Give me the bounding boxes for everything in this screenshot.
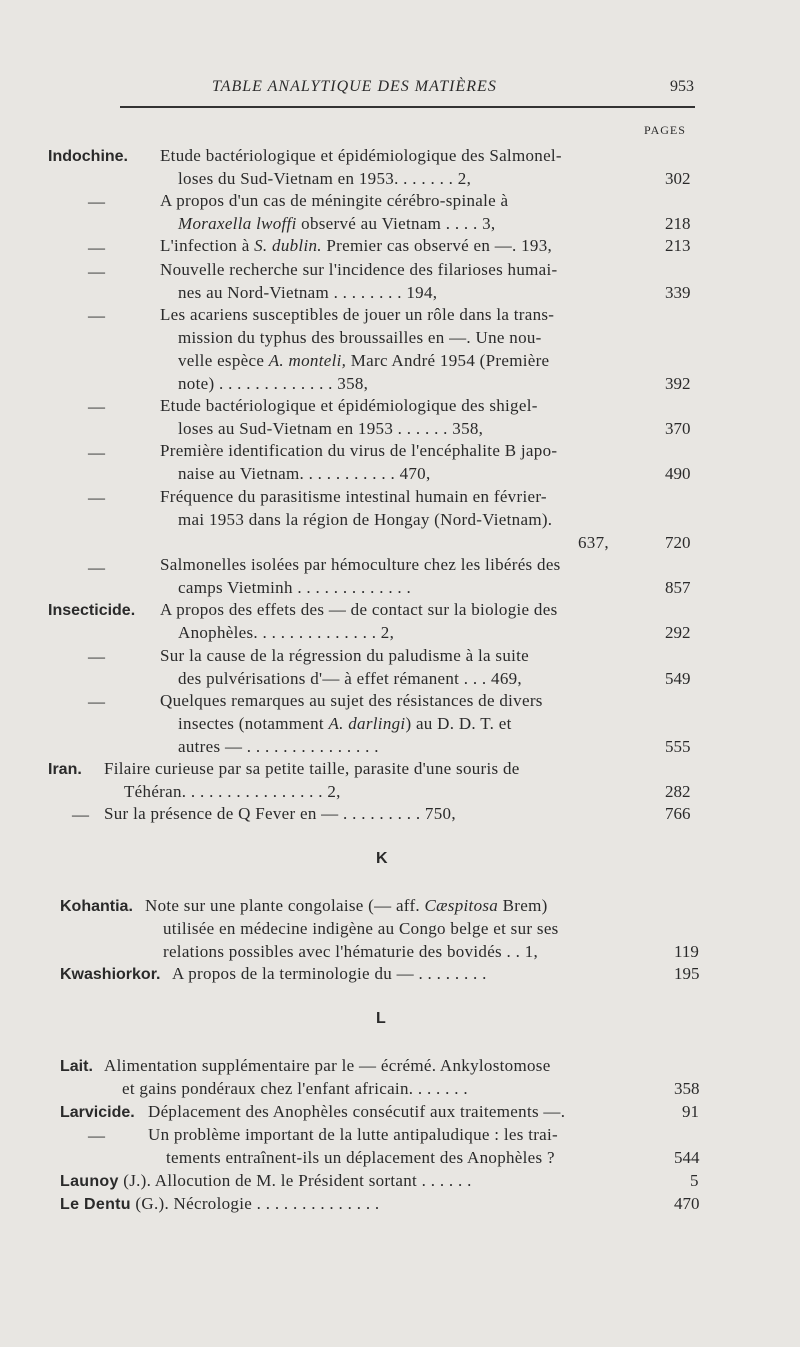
entry-text: A propos des effets des — de contact sur la biologie des [160,600,558,619]
running-header-title: TABLE ANALYTIQUE DES MATIÈRES [212,78,497,95]
entry-text: utilisée en médecine indigène au Congo belge et sur ses [163,919,559,938]
entry-text: 637, [578,533,609,552]
entry-text: autres — . . . . . . . . . . . . . . . [178,737,379,756]
entry-text: Alimentation supplémentaire par le — écrémé. Ankylostomose [104,1056,551,1075]
entry-text: Première identification du virus de l'encéphalite B japo- [160,441,558,460]
entry-text: Filaire curieuse par sa petite taille, parasite d'une souris de [104,759,520,778]
page-ref: 358 [674,1079,700,1098]
ditto-dash: — [88,238,105,257]
entry-text: Marc André 1954 (Première [346,351,550,370]
keyword: Lait. [60,1058,93,1075]
entry-text: Brem) [498,896,548,915]
page-ref: 292 [665,623,691,642]
entry-text: insectes (notamment [178,714,329,733]
page-ref: 195 [674,964,700,983]
page-ref: 213 [665,236,691,255]
page-ref: 544 [674,1148,700,1167]
ditto-dash: — [72,805,89,824]
entry-text: Un problème important de la lutte antipaludique : les trai- [148,1125,559,1144]
keyword: Larvicide. [60,1104,135,1121]
page-ref: 555 [665,737,691,756]
entry-text: naise au Vietnam. . . . . . . . . . . 470, [178,464,431,483]
entry-text: Salmonelles isolées par hémoculture chez les libérés des [160,555,561,574]
ditto-dash: — [88,397,105,416]
page-ref: 5 [690,1171,699,1190]
keyword: Kohantia. [60,898,133,915]
keyword: Insecticide. [48,602,136,619]
header-rule [120,106,695,108]
keyword: Launoy [60,1173,119,1190]
entry-text: nes au Nord-Vietnam . . . . . . . . 194, [178,283,438,302]
ditto-dash: — [88,488,105,507]
entry-text: ) au D. D. T. et [405,714,512,733]
species-name: S. dublin. [254,236,322,255]
entry-text: Les acariens susceptibles de jouer un rôle dans la trans- [160,305,555,324]
species-name: A. monteli, [268,351,347,370]
entry-text: Téhéran. . . . . . . . . . . . . . . . 2, [124,782,341,801]
page-number: 953 [670,78,694,95]
keyword: Indochine. [48,148,128,165]
entry-text: (G.). Nécrologie . . . . . . . . . . . . . . [130,1194,380,1213]
page-ref: 720 [665,533,691,552]
page-ref: 119 [674,942,699,961]
page-ref: 857 [665,578,691,597]
entry-text: mai 1953 dans la région de Hongay (Nord-Vietnam). [178,510,553,529]
entry-text: Anophèles. . . . . . . . . . . . . . 2, [178,623,395,642]
page-ref: 549 [665,669,691,688]
ditto-dash: — [88,443,105,462]
page-ref: 490 [665,464,691,483]
entry-text: mission du typhus des broussailles en —. Une nou- [178,328,542,347]
entry-text: relations possibles avec l'hématurie des bovidés . . 1, [163,942,539,961]
page-ref: 282 [665,782,691,801]
entry-text: observé au Vietnam . . . . 3, [296,214,496,233]
entry-text: loses du Sud-Vietnam en 1953. . . . . . . 2, [178,169,472,188]
entry-text: Note sur une plante congolaise (— aff. [145,896,425,915]
entry-text: A propos d'un cas de méningite cérébro-spinale à [160,191,509,210]
page-ref: 339 [665,283,691,302]
section-letter-k: K [376,850,388,867]
entry-text: camps Vietminh . . . . . . . . . . . . . [178,578,412,597]
entry-text: Premier cas observé en —. 193, [321,236,553,255]
page-ref: 392 [665,374,691,393]
entry-text: Déplacement des Anophèles consécutif aux traitements —. [148,1102,566,1121]
entry-text: note) . . . . . . . . . . . . . 358, [178,374,369,393]
keyword: Iran. [48,761,82,778]
page-ref: 470 [674,1194,700,1213]
entry-text: A propos de la terminologie du — . . . . . . . . [172,964,487,983]
entry-text: tements entraînent-ils un déplacement des Anophèles ? [166,1148,555,1167]
ditto-dash: — [88,692,105,711]
entry-text: Quelques remarques au sujet des résistances de divers [160,691,543,710]
section-letter-l: L [376,1010,386,1027]
species-name: Cæspitosa [424,896,499,915]
page-ref: 91 [682,1102,699,1121]
ditto-dash: — [88,262,105,281]
ditto-dash: — [88,558,105,577]
entry-text: Etude bactériologique et épidémiologique des Salmonel- [160,146,562,165]
keyword: Kwashiorkor. [60,966,161,983]
entry-text: L'infection à [160,236,255,255]
entry-text: (J.). Allocution de M. le Président sortant . . . . . . [118,1171,472,1190]
entry-text: Etude bactériologique et épidémiologique des shigel- [160,396,538,415]
entry-text: Sur la présence de Q Fever en — . . . . . . . . . 750, [104,804,456,823]
entry-text: et gains pondéraux chez l'enfant africain. . . . . . . [122,1079,468,1098]
entry-text: des pulvérisations d'— à effet rémanent . . . 469, [178,669,522,688]
entry-text: velle espèce [178,351,269,370]
entry-text: Nouvelle recherche sur l'incidence des filarioses humai- [160,260,558,279]
entry-text: Fréquence du parasitisme intestinal humain en février- [160,487,547,506]
pages-column-label: PAGES [644,123,686,137]
entry-text: Sur la cause de la régression du paludisme à la suite [160,646,530,665]
page-ref: 370 [665,419,691,438]
keyword: Le Dentu [60,1196,131,1213]
ditto-dash: — [88,306,105,325]
entry-text: loses au Sud-Vietnam en 1953 . . . . . . 358, [178,419,484,438]
page-ref: 218 [665,214,691,233]
species-name: A. darlingi [328,714,406,733]
ditto-dash: — [88,1126,105,1145]
ditto-dash: — [88,192,105,211]
species-name: Moraxella lwoffi [178,214,297,233]
page-ref: 766 [665,804,691,823]
page-ref: 302 [665,169,691,188]
ditto-dash: — [88,647,105,666]
